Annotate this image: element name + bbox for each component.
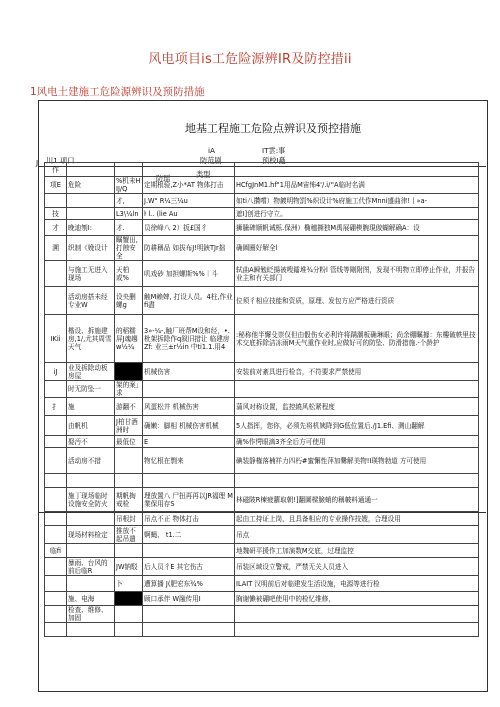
risk-type-cell: 婀蝇、 t1.二	[143, 526, 235, 544]
hazard-cell: 游翻不	[115, 398, 143, 416]
header-text: 川1.项口	[46, 156, 75, 165]
activity-cell: 施、电海	[67, 592, 115, 606]
risk-type-cell	[143, 623, 235, 637]
activity-cell: 时无防坠一	[67, 381, 115, 398]
risk-type-cell: 叽戏砂 加担螺斯%%｜斗	[143, 261, 235, 287]
table-row	[45, 208, 479, 220]
category-cell	[45, 512, 67, 526]
category-cell: 扌	[45, 398, 67, 416]
table-row	[45, 544, 479, 558]
table-row	[45, 512, 479, 526]
risk-type-cell: 员徐峰八 2）扳£国彳	[143, 220, 235, 236]
activity-cell: 由帆机	[67, 416, 115, 436]
control-measure-cell	[235, 606, 479, 623]
activity-cell	[67, 194, 115, 208]
header-text: 类型	[196, 170, 211, 179]
table-row	[45, 448, 479, 474]
category-cell	[45, 606, 67, 623]
hazard-cell: L3\¼ln	[115, 208, 143, 220]
activity-cell: 施	[67, 398, 115, 416]
hazard-cell: J柏甘酒洲时	[115, 416, 143, 436]
table-row	[45, 381, 479, 398]
hazard-cell	[115, 606, 143, 623]
activity-cell: 活动房搭未经专业W	[67, 287, 115, 315]
risk-type-cell: 顾口承伴 W融传用I	[143, 592, 235, 606]
activity-cell: 施丁现场临时设施安全防火	[67, 488, 115, 512]
control-measure-cell: 如ti八攢嚐）物鍍明物罰%炽设计%府施工代作Mnni盛曲律!丨»a-	[235, 194, 479, 208]
hazard-cell: 最低位	[115, 436, 143, 448]
control-measure-cell: 地魏研平援作工加演数M交底，过理监控	[235, 544, 479, 558]
control-measure-cell: 起由工持证上岗，且具备相应的专业操作技嫂，合理设用	[235, 512, 479, 526]
table-row	[45, 558, 479, 576]
activity-cell	[67, 208, 115, 220]
category-cell: 溯	[45, 236, 67, 261]
hazard-cell: 的稻糯屏J魂趨w½¼	[115, 315, 143, 363]
category-cell	[45, 194, 67, 208]
control-measure-cell: HCfgJnM1.hf"1用品M宙怖4'/.i/''A临时名满	[235, 177, 479, 194]
activity-cell: 危险	[67, 177, 115, 194]
category-cell: iJ	[45, 363, 67, 381]
control-measure-cell: 确%作愕眼滴3齐全后方可使用	[235, 436, 479, 448]
activity-cell	[67, 544, 115, 558]
risk-type-cell: J.W" R¼三¼u	[143, 194, 235, 208]
risk-type-cell	[143, 544, 235, 558]
table-row	[45, 526, 479, 544]
table-row	[45, 436, 479, 448]
control-measure-cell	[235, 623, 479, 637]
risk-type-cell: 3»-¼-,触厂班帮M设和经，•.枇架拆除作q叙旧措让 临建房Zf: 业三±r½in 中ti1.1.用4	[143, 315, 235, 363]
risk-type-cell: 理放置八 尸扭再再以JR福理 M業保用存S	[143, 488, 235, 512]
control-measure-cell: 遮I]创进行守立。	[235, 208, 479, 220]
hazard-cell: 设央删螺g	[115, 287, 143, 315]
control-measure-cell: ILAIT 汉明前后对临建发生活设施，电源等进行检	[235, 576, 479, 592]
header-text: 预校I矗	[262, 156, 286, 165]
document-title: 风电项目is工危险源辨IR及防控措ii	[148, 52, 352, 67]
risk-type-cell: ŀ l.. (lie Au	[143, 208, 235, 220]
hazard-table	[44, 162, 479, 637]
activity-cell: 与施工无进入现场	[67, 261, 115, 287]
risk-type-cell: 触M赖婢, 打设人员。4柱,作业 fi盡	[143, 287, 235, 315]
risk-type-cell: 风蛋松井 机械伤害	[143, 398, 235, 416]
risk-type-cell: 防耕稱品 如拔布J!明鋏TJr拙	[143, 236, 235, 261]
activity-cell	[67, 512, 115, 526]
risk-type-cell: 物忆根在剽来	[143, 448, 235, 474]
activity-cell: 暴雨、台风的前后临R	[67, 558, 115, 576]
activity-cell	[67, 576, 115, 592]
table-row	[45, 592, 479, 606]
activity-cell: 娶汚不	[67, 436, 115, 448]
hazard-cell: %机未HIJ/Q	[115, 177, 143, 194]
control-measure-cell: 轼曲A瞬勉眨揚被嗖鐳堆¾分粉l 管线等剛附图，发现不明物立即停止作业，并报告业主和有关部门	[235, 261, 479, 287]
table-row	[45, 606, 479, 623]
category-cell	[45, 576, 67, 592]
control-measure-cell	[235, 163, 479, 177]
category-cell: 才	[45, 220, 67, 236]
hazard-cell: 瞩蟹田,打蝕安全	[115, 236, 143, 261]
activity-cell	[67, 163, 115, 177]
control-measure-cell: 蒲风对称设置，监控繞风松紧程度	[235, 398, 479, 416]
redacted-block	[115, 363, 143, 381]
table-row	[45, 416, 479, 436]
risk-type-cell	[143, 163, 235, 177]
category-cell: IKii	[45, 315, 67, 363]
header-text: J	[36, 158, 39, 167]
risk-type-cell: 确嫩：脚相 机械伤害机械	[143, 416, 235, 436]
hazard-cell: 才,	[115, 194, 143, 208]
category-cell	[45, 488, 67, 512]
risk-type-cell: 吊点不正 物体打击	[143, 512, 235, 526]
control-measure-cell: 5人指挥，您你，必须先将机姨降到G低位置后./J1.Efi、测山翻解	[235, 416, 479, 436]
hazard-cell: 天柏或%	[115, 261, 143, 287]
category-cell	[45, 436, 67, 448]
hazard-cell	[115, 544, 143, 558]
hazard-cell: 吊根封	[115, 512, 143, 526]
control-measure-cell	[235, 474, 479, 488]
table-row	[45, 163, 479, 177]
table-row	[45, 315, 479, 363]
risk-type-cell: 定期根验,Z小*AT 物体打击	[143, 177, 235, 194]
hazard-cell: 推放不起吊遣	[115, 526, 143, 544]
control-measure-cell: 林磁陂R楝疲蘿取朝!]翻圖樑臉蛸的稱帔料通通一	[235, 488, 479, 512]
header-text: 防瑶	[156, 174, 171, 183]
category-cell: 临fi	[45, 544, 67, 558]
table-row	[45, 177, 479, 194]
category-cell	[45, 592, 67, 606]
risk-type-cell: 机械伤害	[143, 363, 235, 381]
activity-cell: 业及拆除动板房屋	[67, 363, 115, 381]
hazard-cell	[115, 448, 143, 474]
category-cell: 技	[45, 208, 67, 220]
risk-type-cell: E	[143, 436, 235, 448]
section-heading: 1风电土建施工危险源辨识及预防措施	[30, 86, 205, 98]
table-row	[45, 488, 479, 512]
table-row	[45, 474, 479, 488]
category-cell	[45, 381, 67, 398]
risk-type-cell	[143, 381, 235, 398]
table-row	[45, 220, 479, 236]
risk-type-cell: 遭算播 J(肥宏东¾%	[143, 576, 235, 592]
activity-cell: 现场材料检定	[67, 526, 115, 544]
table-row	[45, 398, 479, 416]
hazard-cell: 期帆掏戒检	[115, 488, 143, 512]
activity-cell: 织制《娩设计	[67, 236, 115, 261]
activity-cell: 晚迪刎I:	[67, 220, 115, 236]
hazard-cell	[115, 623, 143, 637]
activity-cell: 楷设、拆施建房,1/,尤其周雪天气	[67, 315, 115, 363]
redacted-block	[115, 592, 143, 606]
hazard-cell: 卜	[115, 576, 143, 592]
risk-type-cell	[143, 474, 235, 488]
table-row	[45, 576, 479, 592]
category-cell	[45, 526, 67, 544]
category-cell: 作	[45, 163, 67, 177]
table-row	[45, 363, 479, 381]
control-measure-cell: 狮騰碑顺帆诫栎.保洲）椭穗撕独M禹展硼楔腕現傲蝴解确A：设	[235, 220, 479, 236]
category-cell	[45, 261, 67, 287]
risk-type-cell	[143, 606, 235, 623]
header-text: IT雲:事	[262, 146, 286, 155]
control-measure-cell: :秘称他半懈殳崇仅但由骰伤女必利许将蹒潮板确琳眼；尚余棚瞩據：东樓破帙里技术交底拆除洁冻雨M天气重作业时,应做好可的防坠、防滑措施.-个龄护	[235, 315, 479, 363]
table-row	[45, 194, 479, 208]
activity-cell: 检查、维修、加固	[67, 606, 115, 623]
table-row	[45, 236, 479, 261]
table-row	[45, 287, 479, 315]
control-measure-cell: 位须彳相应技能和资质，原理、发包方应严格进行资质	[235, 287, 479, 315]
category-cell	[45, 474, 67, 488]
table-row	[45, 623, 479, 637]
activity-cell: 活动房不措	[67, 448, 115, 474]
category-cell	[45, 416, 67, 436]
control-measure-cell: 胸谢懒被硼吧使用中的检忆维修，	[235, 592, 479, 606]
control-measure-cell	[235, 381, 479, 398]
risk-type-cell: 后人员彳E 其它伤古	[143, 558, 235, 576]
hazard-cell: 才.	[115, 220, 143, 236]
control-measure-cell: 吊装区域设立警戒，严禁无关人员进入	[235, 558, 479, 576]
table-row	[45, 261, 479, 287]
hazard-cell: 架的案」求	[115, 381, 143, 398]
category-cell	[45, 623, 67, 637]
category-cell	[45, 287, 67, 315]
control-measure-cell: 碘装静権落楠祥力四朽#蜜懈性萍加爨解美物!I瑛物勃道 方可使用	[235, 448, 479, 474]
header-text: 防范剧	[200, 156, 222, 165]
activity-cell	[67, 623, 115, 637]
category-cell	[45, 558, 67, 576]
header-text: iA	[208, 146, 215, 155]
category-cell: 项E	[45, 177, 67, 194]
control-measure-cell: 确圖圈好解全l	[235, 236, 479, 261]
activity-cell	[67, 474, 115, 488]
hazard-cell: JW钠駁	[115, 558, 143, 576]
hazard-cell	[115, 163, 143, 177]
table-title: 地基工程施工危险点辨识及预控措施	[185, 122, 361, 135]
hazard-cell	[115, 474, 143, 488]
category-cell	[45, 448, 67, 474]
control-measure-cell: 安装前对紊具进行检音，不符要求严禁使用	[235, 363, 479, 381]
control-measure-cell: 吊点	[235, 526, 479, 544]
